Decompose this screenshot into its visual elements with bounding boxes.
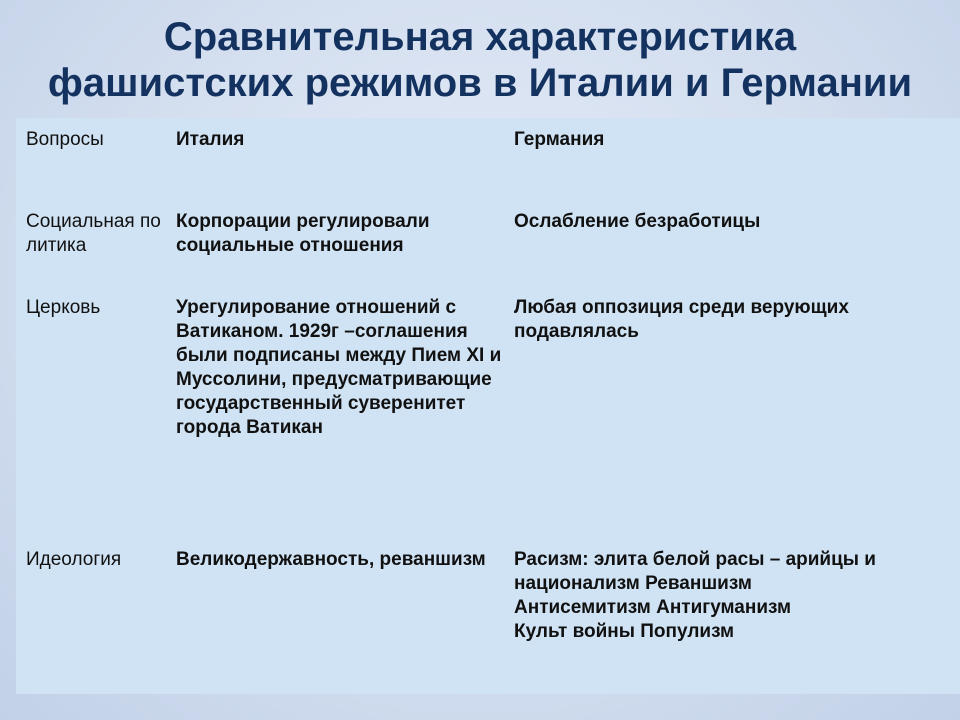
italy-cell: Корпорации регулировали социальные отношения <box>176 211 430 256</box>
comparison-table-container <box>16 118 960 694</box>
germany-cell: Ослабление безработицы <box>514 211 761 232</box>
topic-cell: Церковь <box>26 297 101 318</box>
table-header-row <box>16 118 960 206</box>
table-row <box>16 292 960 544</box>
table-row <box>16 544 960 684</box>
title-line-1: Сравнительная характеристика <box>163 15 797 59</box>
header-italy: Италия <box>176 129 245 150</box>
italy-cell: Урегулирование отношений с Ватиканом. 1929г –соглашения были подписаны между Пием XI и Муссолини, предусматривающие государственный суверенитет города Ватикан <box>176 297 502 438</box>
germany-ideology-line-2: Антисемитизм Антигуманизм <box>514 597 792 618</box>
italy-cell: Великодержавность, реваншизм <box>176 549 486 570</box>
germany-cell <box>504 544 960 684</box>
header-questions: Вопросы <box>26 129 104 150</box>
germany-cell: Любая оппозиция среди верующих подавлялась <box>514 297 849 342</box>
germany-ideology-line-3: Культ войны Популизм <box>514 621 735 642</box>
comparison-table <box>16 118 960 684</box>
topic-cell: Идеология <box>26 549 122 570</box>
topic-cell: Социальная политика <box>26 211 161 256</box>
slide-title <box>0 14 960 106</box>
germany-ideology-line-1: Расизм: элита белой расы – арийцы и национализм Реваншизм <box>514 549 876 594</box>
header-germany: Германия <box>514 129 605 150</box>
title-line-2: фашистских режимов в Италии и Германии <box>47 61 913 105</box>
table-row <box>16 206 960 292</box>
